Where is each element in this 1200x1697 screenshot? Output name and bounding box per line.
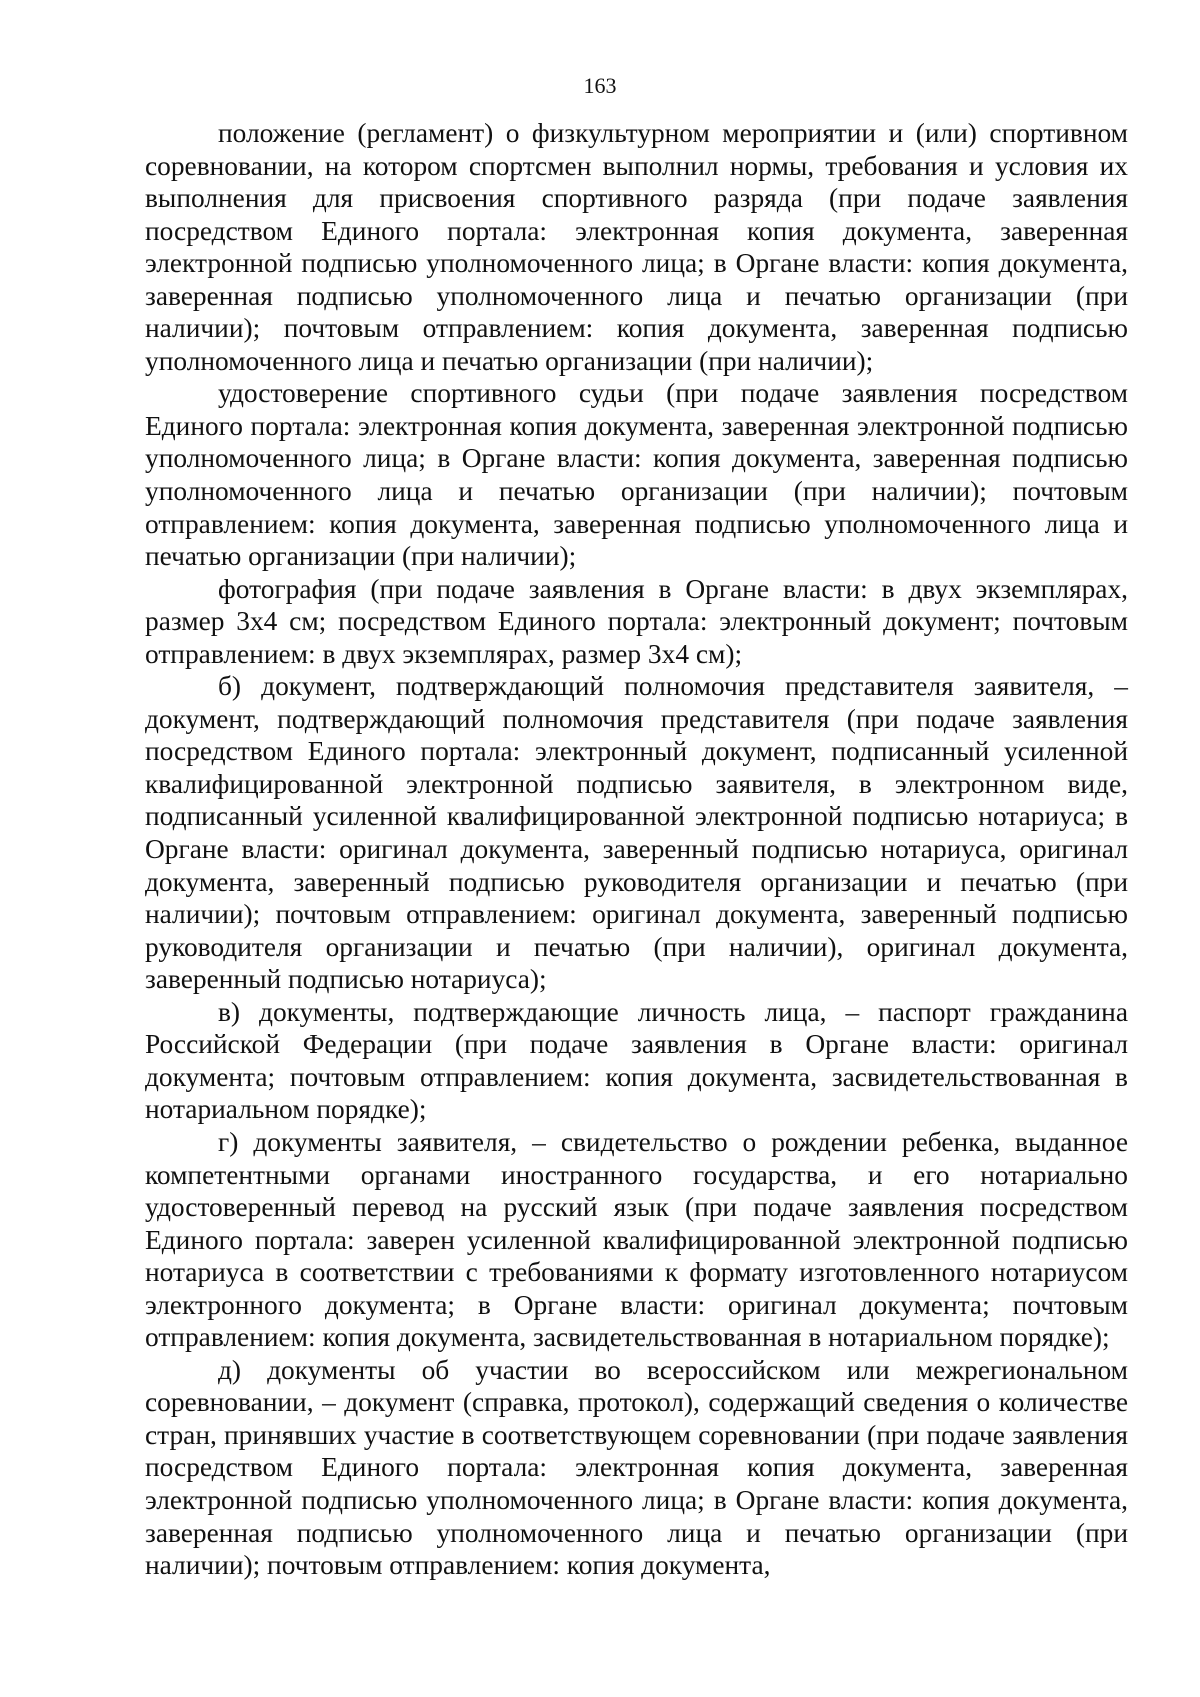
paragraph-item-d: д) документы об участии во всероссийском или межрегиональном соревновании, – документ (справка, протокол), содержащий сведения о количестве стран, принявших участие в соответствующем соревновании (при подаче заявления посредством Единого портала: электронная копия документа, заверенная электронной подписью уполномоченного лица; в Органе власти: копия документа, заверенная подписью уполномоченного лица и печатью организации (при наличии); почтовым отправлением: копия документа, — [145, 1354, 1128, 1581]
body-text — [145, 117, 1128, 1582]
paragraph-referee-certificate: удостоверение спортивного судьи (при подаче заявления посредством Единого портала: электронная копия документа, заверенная электронной подписью уполномоченного лица; в Органе власти: копия документа, заверенная подписью уполномоченного лица и печатью организации (при наличии); почтовым отправлением: копия документа, заверенная подписью уполномоченного лица и печатью организации (при наличии); — [145, 378, 1128, 572]
paragraph-item-g: г) документы заявителя, – свидетельство о рождении ребенка, выданное компетентными органами иностранного государства, и его нотариально удостоверенный перевод на русский язык (при подаче заявления посредством Единого портала: заверен усиленной квалифицированной электронной подписью нотариуса в соответствии с требованиями к формату изготовленного нотариусом электронного документа; в Органе власти: оригинал документа; почтовым отправлением: копия документа, засвидетельствованная в нотариальном порядке); — [145, 1126, 1128, 1353]
paragraph-item-v: в) документы, подтверждающие личность лица, – паспорт гражданина Российской Федерации (при подаче заявления в Органе власти: оригинал документа; почтовым отправлением: копия документа, засвидетельствованная в нотариальном порядке); — [145, 996, 1128, 1125]
paragraph-regulation: положение (регламент) о физкультурном мероприятии и (или) спортивном соревновании, на котором спортсмен выполнил нормы, требования и условия их выполнения для присвоения спортивного разряда (при подаче заявления посредством Единого портала: электронная копия документа, заверенная электронной подписью уполномоченного лица; в Органе власти: копия документа, заверенная подписью уполномоченного лица и печатью организации (при наличии); почтовым отправлением: копия документа, заверенная подписью уполномоченного лица и печатью организации (при наличии); — [145, 118, 1128, 376]
paragraph-item-b: б) документ, подтверждающий полномочия представителя заявителя, – документ, подтверждающий полномочия представителя (при подаче заявления посредством Единого портала: электронный документ, подписанный усиленной квалифицированной электронной подписью заявителя, в электронном виде, подписанный усиленной квалифицированной электронной подписью нотариуса; в Органе власти: оригинал документа, заверенный подписью нотариуса, оригинал документа, заверенный подписью руководителя организации и печатью (при наличии); почтовым отправлением: оригинал документа, заверенный подписью руководителя организации и печатью (при наличии), оригинал документа, заверенный подписью нотариуса); — [145, 671, 1128, 995]
paragraph-photo: фотография (при подаче заявления в Органе власти: в двух экземплярах, размер 3х4 см; посредством Единого портала: электронный документ; почтовым отправлением: в двух экземплярах, размер 3х4 см); — [145, 573, 1128, 669]
page-number: 163 — [583, 73, 617, 98]
